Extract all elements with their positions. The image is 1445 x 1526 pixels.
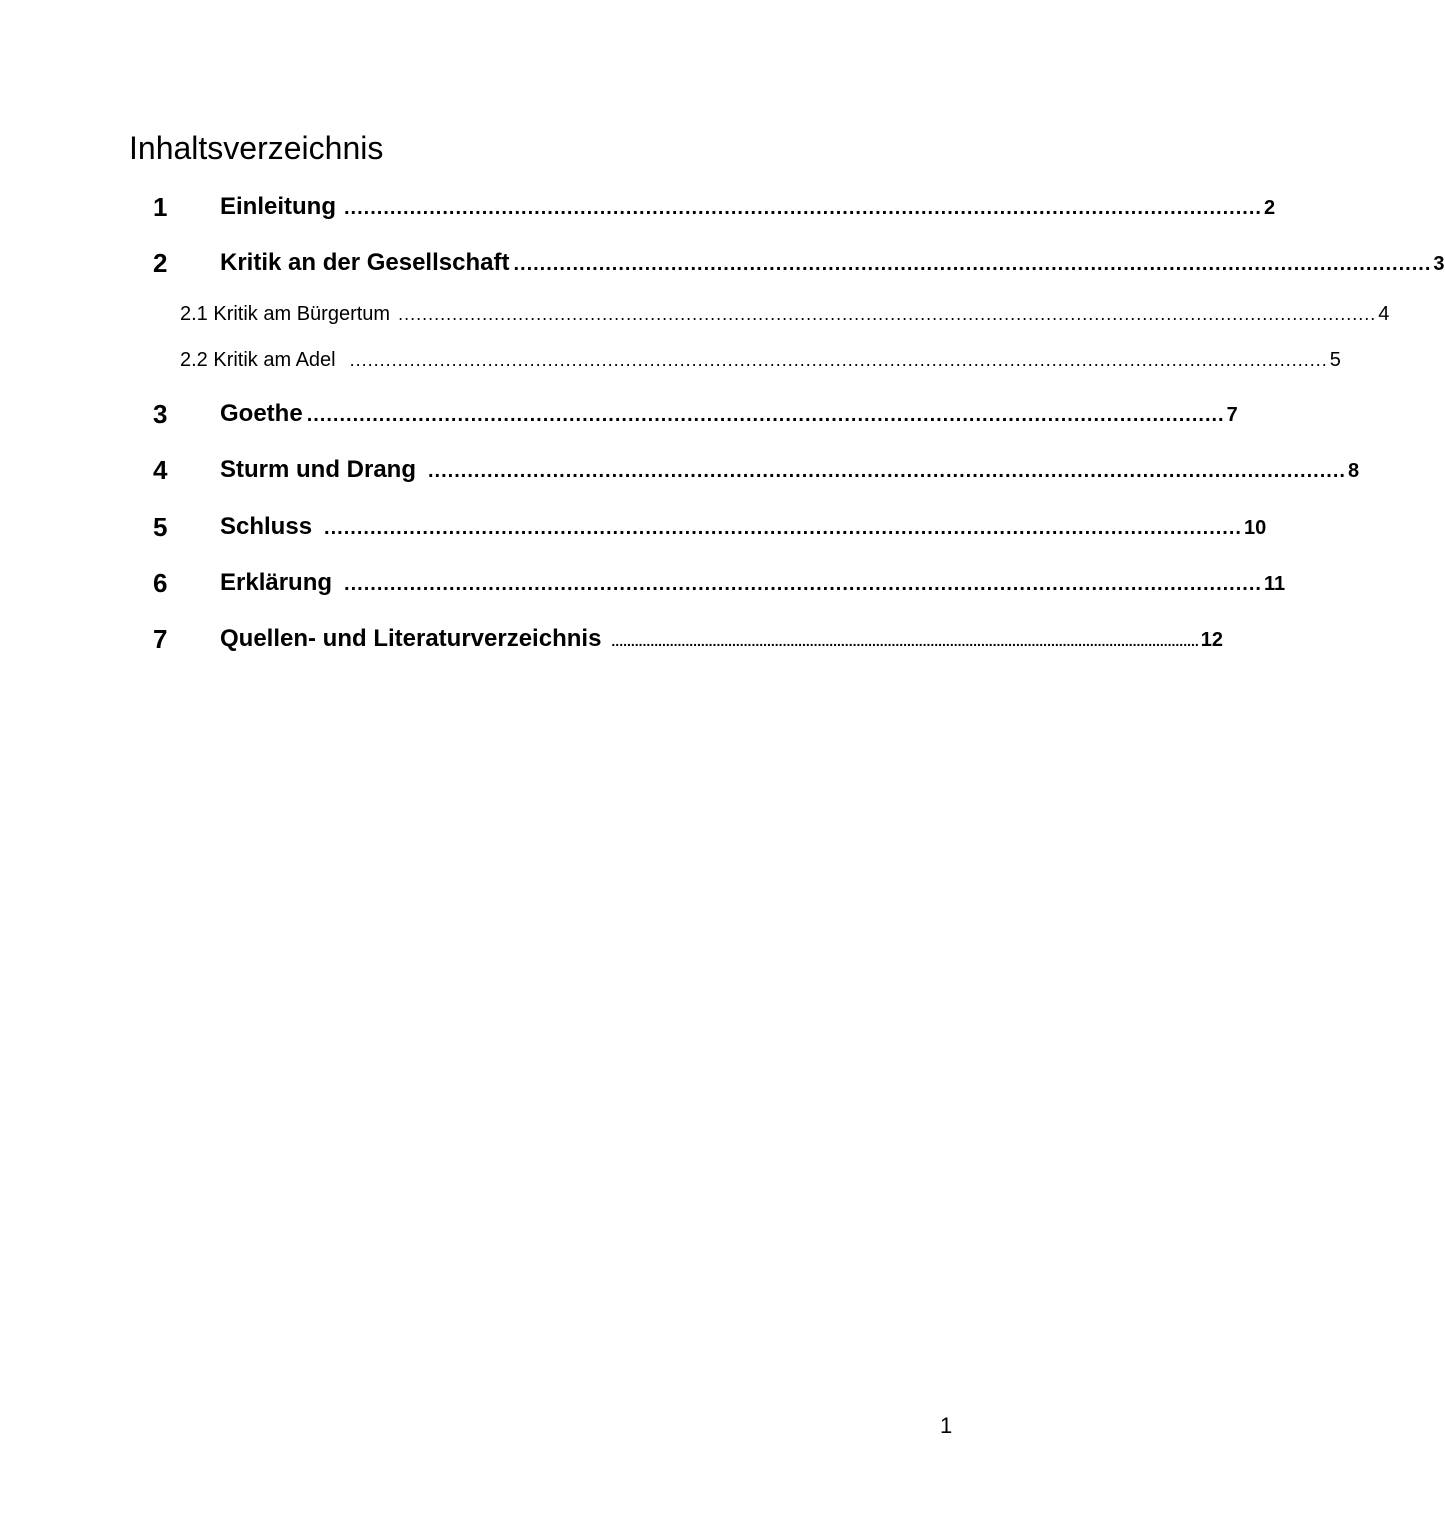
- toc-entry[interactable]: [0, 397, 1238, 431]
- toc-entry-page: 2: [1263, 197, 1276, 219]
- page-title: Inhaltsverzeichnis: [129, 130, 384, 166]
- toc-entry-label: Erklärung: [220, 569, 333, 596]
- dot-leader: ............................................................................................................................................: [344, 573, 1262, 595]
- toc-subentry-label: 2.1 Kritik am Bürgertum: [180, 303, 391, 325]
- toc-entry[interactable]: [0, 566, 1286, 600]
- toc-subentry[interactable]: [0, 297, 1390, 331]
- toc-entry-label: Sturm und Drang: [220, 456, 416, 483]
- toc-entry-number: 3: [153, 399, 168, 429]
- toc-entry-label: Einleitung: [220, 193, 336, 220]
- toc-entry-page: 10: [1243, 517, 1267, 539]
- toc-subentry-label: 2.2 Kritik am Adel: [180, 349, 336, 371]
- toc-entry-number: 7: [153, 624, 168, 654]
- dot-leader: ............................................................................................................................................: [306, 404, 1225, 426]
- toc-entry[interactable]: [0, 622, 1224, 656]
- toc-subentry[interactable]: [0, 343, 1341, 377]
- toc-entry[interactable]: [0, 510, 1267, 544]
- dot-leader: ............................................................................................................................................: [324, 517, 1242, 539]
- toc-entry-label: Schluss: [220, 513, 313, 540]
- toc-entry-label: Quellen- und Literaturverzeichnis: [220, 625, 602, 652]
- toc-entry-page: 8: [1347, 460, 1360, 482]
- toc-entry[interactable]: [0, 246, 1445, 280]
- toc-entry-page: 3: [1433, 253, 1445, 275]
- dot-leader: ...................................................................................................................................................................: [398, 304, 1377, 324]
- toc-entry-number: 2: [153, 248, 168, 278]
- dot-leader: ...................................................................................................................................................................: [349, 350, 1328, 370]
- toc-entry-page: 12: [1200, 629, 1224, 651]
- dot-leader: ............................................................................................................................................: [428, 460, 1346, 482]
- toc-entry-label: Goethe: [220, 400, 303, 427]
- toc-entry-number: 1: [153, 192, 168, 222]
- dot-leader: ............................................................................................................................................: [344, 197, 1262, 219]
- toc-entry-number: 4: [153, 455, 168, 485]
- toc-subentry-page: 4: [1378, 303, 1390, 325]
- toc-entry[interactable]: [0, 190, 1276, 224]
- page-number: 1: [940, 1413, 953, 1438]
- toc-entry-number: 6: [153, 568, 168, 598]
- toc-entry-page: 7: [1226, 404, 1238, 426]
- dot-leader: ............................................................................................................................................: [513, 253, 1432, 275]
- toc-entry-page: 11: [1263, 573, 1286, 595]
- toc-entry-label: Kritik an der Gesellschaft: [220, 249, 510, 276]
- toc-entry-number: 5: [153, 512, 168, 542]
- dot-leader: .......................................................................................................................................................: [611, 633, 1199, 649]
- toc-entry[interactable]: [0, 453, 1360, 487]
- toc-subentry-page: 5: [1329, 349, 1341, 371]
